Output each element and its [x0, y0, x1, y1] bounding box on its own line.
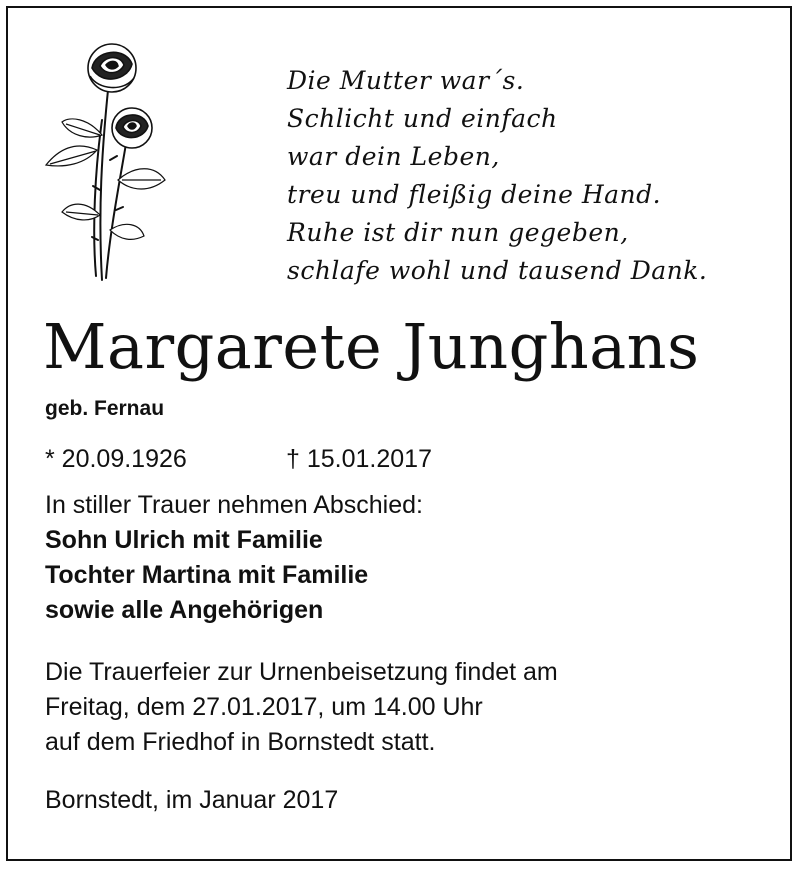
- mourners-block: [45, 488, 423, 628]
- poem-line: treu und fleißig deine Hand.: [287, 180, 662, 209]
- death-date: † 15.01.2017: [286, 445, 432, 473]
- birth-date: * 20.09.1926: [45, 445, 187, 473]
- mourner-name: Sohn Ulrich mit Familie: [45, 526, 323, 554]
- poem-line: war dein Leben,: [287, 142, 500, 171]
- mourner-name: Tochter Martina mit Familie: [45, 561, 369, 589]
- place-date: Bornstedt, im Januar 2017: [45, 786, 339, 814]
- mourners-intro: In stiller Trauer nehmen Abschied:: [45, 491, 423, 519]
- deceased-name: Margarete Junghans: [43, 310, 700, 383]
- maiden-name: geb. Fernau: [45, 397, 165, 420]
- poem-line: Schlicht und einfach: [287, 104, 558, 133]
- poem-line: schlafe wohl und tausend Dank.: [287, 256, 708, 285]
- ceremony-info: [45, 655, 558, 760]
- ceremony-line: Die Trauerfeier zur Urnenbeisetzung findet am: [45, 658, 558, 686]
- poem: [287, 62, 707, 290]
- life-dates: [45, 443, 432, 475]
- poem-line: Ruhe ist dir nun gegeben,: [287, 218, 629, 247]
- rose-icon: [40, 40, 170, 290]
- ceremony-line: Freitag, dem 27.01.2017, um 14.00 Uhr: [45, 693, 483, 721]
- mourner-name: sowie alle Angehörigen: [45, 596, 324, 624]
- poem-line: Die Mutter war´s.: [287, 66, 525, 95]
- ceremony-line: auf dem Friedhof in Bornstedt statt.: [45, 728, 436, 756]
